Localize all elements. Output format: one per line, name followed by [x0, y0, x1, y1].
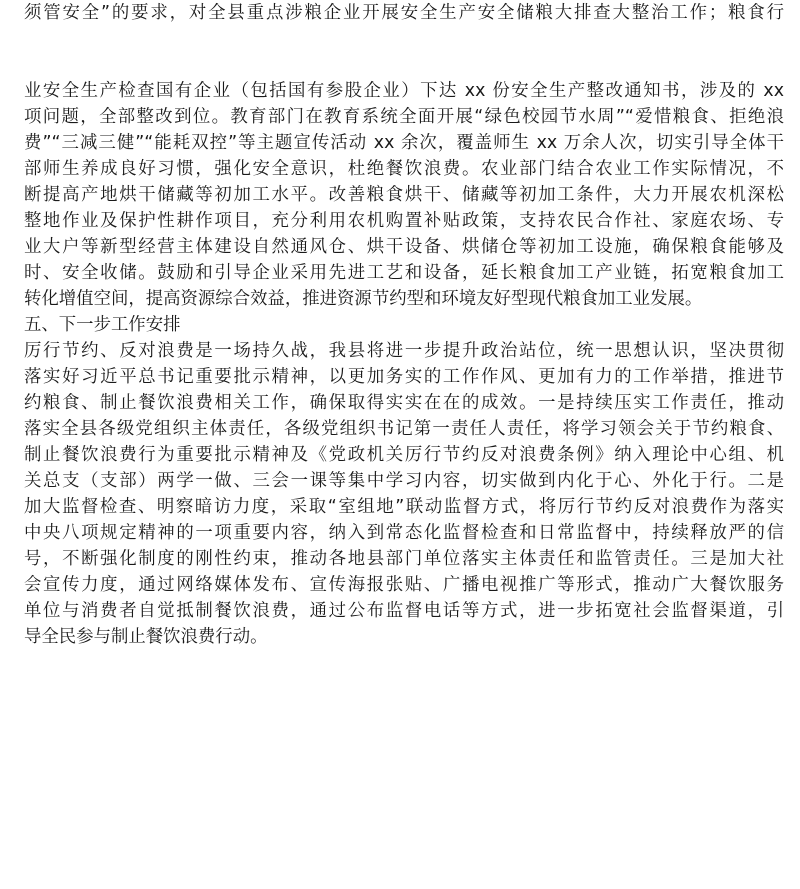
paragraph-line: 时、安全收储。鼓励和引导企业采用先进工艺和设备，延长粮食加工产业链，拓宽粮食加工 [24, 263, 784, 283]
section-heading: 五、下一步工作安排 [24, 315, 181, 335]
paragraph-line: 业大户等新型经营主体建设自然通风仓、烘干设备、烘储仓等初加工设施，确保粮食能够及 [24, 237, 784, 257]
paragraph-line: 厉行节约、反对浪费是一场持久战，我县将进一步提升政治站位，统一思想认识，坚决贯彻 [24, 341, 784, 361]
paragraph-line: 加大监督检查、明察暗访力度，采取“室组地”联动监督方式，将厉行节约反对浪费作为落实 [24, 497, 784, 517]
paragraph-line: 业安全生产检查国有企业（包括国有参股企业）下达 xx 份安全生产整改通知书，涉及的 xx [24, 81, 784, 101]
top-text-fragment: 须管安全”的要求，对全县重点涉粮企业开展安全生产安全储粮大排查大整治工作；粮食行 [24, 3, 784, 23]
paragraph-line: 约粮食、制止餐饮浪费相关工作，确保取得实实在在的成效。一是持续压实工作责任，推动 [24, 393, 784, 413]
paragraph-line: 整地作业及保护性耕作项目，充分利用农机购置补贴政策，支持农民合作社、家庭农场、专 [24, 211, 784, 231]
paragraph-line: 转化增值空间，提高资源综合效益，推进资源节约型和环境友好型现代粮食加工业发展。 [24, 289, 703, 309]
paragraph-line: 部师生养成良好习惯，强化安全意识，杜绝餐饮浪费。农业部门结合农业工作实际情况，不 [24, 159, 784, 179]
paragraph-line: 导全民参与制止餐饮浪费行动。 [24, 627, 268, 647]
paragraph-line: 落实全县各级党组织主体责任，各级党组织书记第一责任人责任，将学习领会关于节约粮食、 [24, 419, 784, 439]
paragraph-line: 断提高产地烘干储藏等初加工水平。改善粮食烘干、储藏等初加工条件，大力开展农机深松 [24, 185, 784, 205]
paragraph-line: 落实好习近平总书记重要批示精神，以更加务实的工作作风、更加有力的工作举措，推进节 [24, 367, 784, 387]
paragraph-line: 费”“三减三健”“能耗双控”等主题宣传活动 xx 余次，覆盖师生 xx 万余人次，切实引导全体干 [24, 133, 784, 153]
paragraph-line: 号，不断强化制度的刚性约束，推动各地县部门单位落实主体责任和监管责任。三是加大社 [24, 549, 784, 569]
paragraph-line: 单位与消费者自觉抵制餐饮浪费，通过公布监督电话等方式，进一步拓宽社会监督渠道，引 [24, 601, 784, 621]
paragraph-line: 会宣传力度，通过网络媒体发布、宣传海报张贴、广播电视推广等形式，推动广大餐饮服务 [24, 575, 784, 595]
paragraph-line: 中央八项规定精神的一项重要内容，纳入到常态化监督检查和日常监督中，持续释放严的信 [24, 523, 784, 543]
paragraph-line: 项问题，全部整改到位。教育部门在教育系统全面开展“绿色校园节水周”“爱惜粮食、拒绝浪 [24, 107, 784, 127]
paragraph-line: 关总支（支部）两学一做、三会一课等集中学习内容，切实做到内化于心、外化于行。二是 [24, 471, 784, 491]
paragraph-line: 制止餐饮浪费行为重要批示精神及《党政机关厉行节约反对浪费条例》纳入理论中心组、机 [24, 445, 784, 465]
